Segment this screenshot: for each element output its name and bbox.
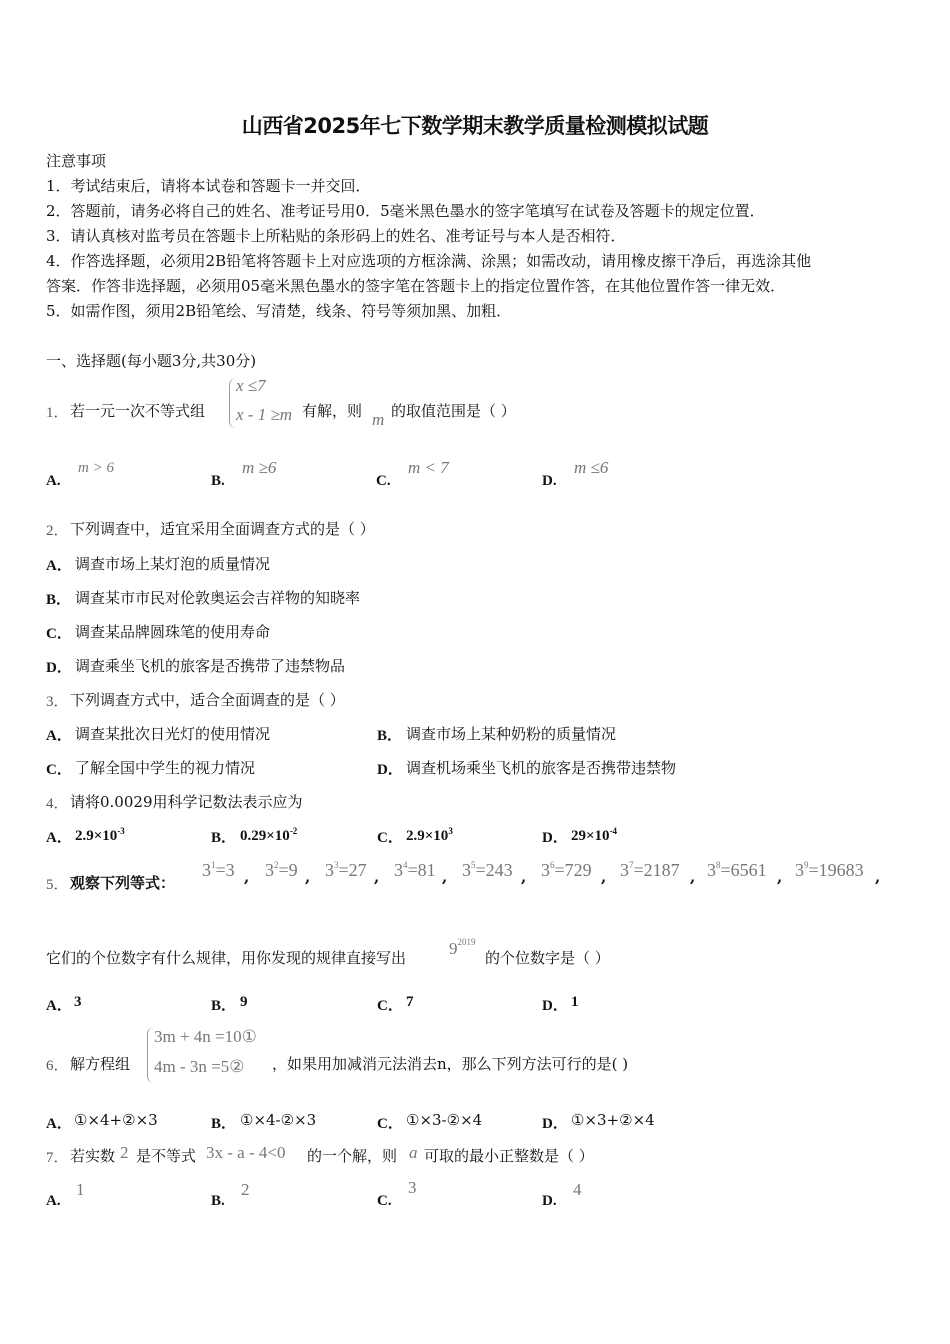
brace <box>147 1027 154 1083</box>
option-a[interactable] <box>75 826 125 845</box>
exponent: 3 <box>448 826 453 836</box>
option-d-label[interactable]: D． <box>377 762 403 778</box>
power: $9^{2019}$ <box>449 937 476 958</box>
option-b[interactable]: 调查某市市民对伦敦奥运会吉祥物的知晓率 <box>75 589 361 607</box>
option-a[interactable]: 3 <box>74 994 82 1010</box>
equation: $3^2=9$ <box>265 860 298 880</box>
equation: $3^4=81$ <box>394 860 436 880</box>
separator: , <box>305 868 311 886</box>
option-b-label[interactable]: B. <box>211 1193 225 1209</box>
math-value: 2 <box>120 1143 129 1162</box>
option-b-label[interactable]: B． <box>211 830 237 846</box>
notice-item: 5．如需作图，须用2B铅笔绘、写清楚，线条、符号等须加黑、加粗． <box>46 302 512 320</box>
equation: $3^8=6561$ <box>707 860 767 880</box>
system-line-2: x - 1 ≥m <box>236 405 293 424</box>
option-c-label[interactable]: C． <box>377 1116 403 1132</box>
option-b[interactable]: 调查市场上某种奶粉的质量情况 <box>406 725 617 743</box>
option-b-label[interactable]: B． <box>377 728 403 744</box>
question-stem: 若一元一次不等式组 <box>70 402 206 420</box>
equation: $3^6=729$ <box>541 860 592 880</box>
option-b-label[interactable]: B． <box>211 1116 237 1132</box>
math-var: a <box>409 1143 418 1162</box>
system-line-1: 3m + 4n =10① <box>154 1027 257 1046</box>
option-a-label[interactable]: A. <box>46 473 61 489</box>
option-d-label[interactable]: D． <box>542 998 568 1014</box>
option-a[interactable]: 调查某批次日光灯的使用情况 <box>75 725 271 743</box>
option-d[interactable]: 4 <box>573 1180 582 1199</box>
option-a[interactable]: 1 <box>76 1180 85 1199</box>
notice-item: 1．考试结束后，请将本试卷和答题卡一并交回． <box>46 177 371 195</box>
question-number: 7． <box>46 1150 69 1166</box>
question-number: 5． <box>46 877 69 893</box>
page-title: 山西省2025年七下数学期末教学质量检测模拟试题 <box>241 114 709 138</box>
equation: $3^3=27$ <box>325 860 367 880</box>
option-c[interactable]: 3 <box>408 1178 417 1197</box>
exponent: -4 <box>609 826 618 836</box>
exponent: -2 <box>289 826 298 836</box>
option-d[interactable] <box>571 826 617 845</box>
question-stem: 下列调查方式中，适合全面调查的是（ ） <box>70 691 345 709</box>
notice-heading: 注意事项 <box>46 152 107 170</box>
question-stem: ，如果用加减消元法消去n，那么下列方法可行的是( ) <box>272 1055 629 1073</box>
question-stem: 若实数 <box>70 1147 116 1165</box>
separator: , <box>777 868 783 886</box>
separator: , <box>875 868 881 886</box>
question-stem: 的一个解，则 <box>307 1147 398 1165</box>
equation: $3^5=243$ <box>462 860 513 880</box>
option-a[interactable]: 调查市场上某灯泡的质量情况 <box>75 555 271 573</box>
option-d-label[interactable]: D. <box>542 473 557 489</box>
option-d[interactable]: 调查乘坐飞机的旅客是否携带了违禁物品 <box>75 657 346 675</box>
equation: $3^1=3$ <box>202 860 235 880</box>
option-b-label[interactable]: B． <box>211 998 237 1014</box>
option-value: 29×10 <box>571 828 610 844</box>
option-c-label[interactable]: C. <box>377 1193 392 1209</box>
option-c[interactable]: m < 7 <box>408 458 449 477</box>
equation: $3^9=19683$ <box>795 860 864 880</box>
option-c[interactable] <box>406 826 453 845</box>
option-d-label[interactable]: D. <box>542 1193 557 1209</box>
option-c[interactable]: 了解全国中学生的视力情况 <box>75 759 256 777</box>
question-stem: 有解，则 <box>302 402 363 420</box>
question-stem: 是不等式 <box>136 1147 197 1165</box>
option-b-label[interactable]: B. <box>211 473 225 489</box>
option-a-label[interactable]: A. <box>46 1193 61 1209</box>
option-value: 2.9×10 <box>75 828 118 844</box>
option-b-label[interactable]: B． <box>46 592 72 608</box>
question-number: 2． <box>46 523 69 539</box>
question-stem: 它们的个位数字有什么规律，用你发现的规律直接写出 <box>46 949 407 967</box>
question-stem: 下列调查中，适宜采用全面调查方式的是（ ） <box>70 520 375 538</box>
option-d[interactable]: 1 <box>571 994 579 1010</box>
option-a-label[interactable]: A． <box>46 998 72 1014</box>
option-d-label[interactable]: D． <box>542 830 568 846</box>
option-d[interactable]: m ≤6 <box>574 458 609 477</box>
section-heading: 一、选择题(每小题3分,共30分) <box>46 352 257 370</box>
equation: $3^7=2187$ <box>620 860 680 880</box>
question-number: 3． <box>46 694 69 710</box>
option-c[interactable]: 7 <box>406 994 414 1010</box>
exponent: -3 <box>117 826 125 836</box>
option-c-label[interactable]: C． <box>46 626 72 642</box>
question-stem: 观察下列等式： <box>70 874 176 892</box>
system-line-2: 4m - 3n =5② <box>154 1057 245 1076</box>
notice-item: 答案．作答非选择题，必须用05毫米黑色墨水的签字笔在答题卡上的指定位置作答，在其他位置作答一律无效． <box>46 277 786 295</box>
option-a[interactable]: m > 6 <box>78 460 114 476</box>
option-value: 2.9×10 <box>406 828 449 844</box>
option-c-label[interactable]: C． <box>46 762 72 778</box>
separator: , <box>690 868 696 886</box>
notice-item: 2．答题前，请务必将自己的姓名、准考证号用0．5毫米黑色墨水的签字笔填写在试卷及答题卡的规定位置． <box>46 202 765 220</box>
option-d-label[interactable]: D． <box>46 660 72 676</box>
question-stem: 解方程组 <box>70 1055 131 1073</box>
separator: , <box>521 868 527 886</box>
question-stem: 的取值范围是（ ） <box>391 402 516 420</box>
option-c-label[interactable]: C． <box>377 998 403 1014</box>
question-stem: 请将0.0029用科学记数法表示应为 <box>70 793 303 811</box>
question-number: 6． <box>46 1058 69 1074</box>
option-a-label[interactable]: A． <box>46 830 72 846</box>
option-a-label[interactable]: A． <box>46 1116 72 1132</box>
option-b[interactable] <box>240 826 297 845</box>
question-stem: 可取的最小正整数是（ ） <box>424 1147 594 1165</box>
option-d[interactable]: 调查机场乘坐飞机的旅客是否携带违禁物 <box>406 759 677 777</box>
inequality: 3x - a - 4<0 <box>206 1143 286 1162</box>
question-stem: 的个位数字是（ ） <box>485 949 610 967</box>
option-value: 0.29×10 <box>240 828 290 844</box>
option-c[interactable]: ①×3-②×4 <box>406 1111 483 1129</box>
notice-item: 3．请认真核对监考员在答题卡上所粘贴的条形码上的姓名、准考证号与本人是否相符． <box>46 227 626 245</box>
math-var: m <box>372 410 385 429</box>
separator: , <box>244 868 250 886</box>
brace <box>229 378 236 428</box>
option-b[interactable]: 2 <box>241 1180 250 1199</box>
separator: , <box>374 868 380 886</box>
option-d[interactable]: ①×3+②×4 <box>571 1111 655 1129</box>
separator: , <box>442 868 448 886</box>
option-c-label[interactable]: C. <box>376 473 391 489</box>
separator: , <box>601 868 607 886</box>
question-number: 4． <box>46 796 69 812</box>
system-line-1: x ≤7 <box>236 376 266 395</box>
option-a-label[interactable]: A． <box>46 728 72 744</box>
option-d-label[interactable]: D． <box>542 1116 568 1132</box>
question-number: 1． <box>46 405 69 421</box>
option-a-label[interactable]: A． <box>46 558 72 574</box>
option-c[interactable]: 调查某品牌圆珠笔的使用寿命 <box>75 623 271 641</box>
option-b[interactable]: 9 <box>240 994 248 1010</box>
option-b[interactable]: ①×4-②×3 <box>240 1111 317 1129</box>
option-a[interactable]: ①×4+②×3 <box>74 1111 158 1129</box>
option-b[interactable]: m ≥6 <box>242 458 277 477</box>
notice-item: 4．作答选择题，必须用2B铅笔将答题卡上对应选项的方框涂满、涂黑；如需改动，请用橡皮擦干净后，再选涂其他 <box>46 252 812 270</box>
option-c-label[interactable]: C． <box>377 830 403 846</box>
